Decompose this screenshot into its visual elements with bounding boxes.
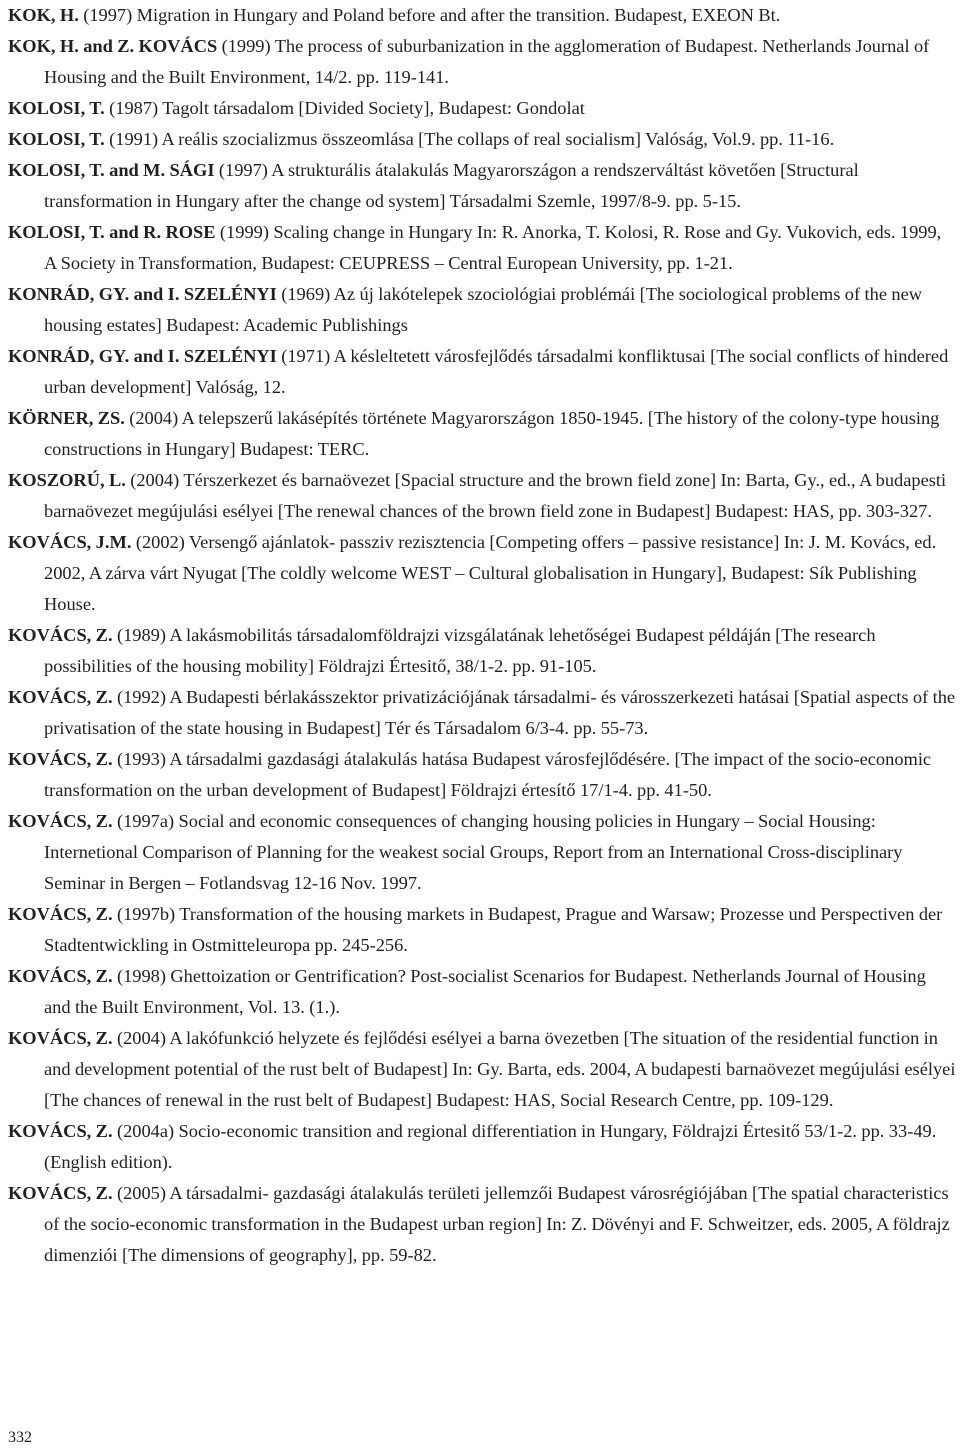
reference-text: (2004) A lakófunkció helyzete és fejlődési esélyei a barna övezetben [The situation of the residential function in and development potential of the rust belt of Budapest] In: Gy. Barta, eds. 2004, A budapesti barnaövezet megújulási esélyei [The chances of renewal in the rust belt of Budapest] Budapest: HAS, Social Research Centre, pp. 109-129. [44, 1028, 956, 1110]
reference-entry [0, 155, 960, 217]
reference-text: (1992) A Budapesti bérlakásszektor privatizációjának társadalmi- és városszerkezeti hatásai [Spatial aspects of the privatisation of the state housing in Budapest] Tér és Társadalom 6/3-4. pp. 55-73. [44, 687, 956, 738]
reference-text: (2004a) Socio-economic transition and regional differentiation in Hungary, Földrajzi Értesitő 53/1-2. pp. 33-49. (English edition). [44, 1121, 937, 1172]
reference-text: (1971) A késleltetett városfejlődés társadalmi konfliktusai [The social conflicts of hindered urban development] Valóság, 12. [44, 346, 949, 397]
reference-entry [0, 1023, 960, 1116]
reference-entry [0, 527, 960, 620]
reference-entry [0, 682, 960, 744]
reference-author: KOVÁCS, Z. [8, 1028, 113, 1048]
reference-text: (1987) Tagolt társadalom [Divided Society], Budapest: Gondolat [104, 98, 585, 118]
reference-entry [0, 341, 960, 403]
reference-entry [0, 806, 960, 899]
page-number: 332 [8, 1429, 32, 1446]
reference-author: KOVÁCS, Z. [8, 1183, 113, 1203]
reference-text: (1997) Migration in Hungary and Poland before and after the transition. Budapest, EXEON Bt. [78, 5, 781, 25]
reference-entry [0, 124, 960, 155]
reference-entry [0, 31, 960, 93]
reference-author: KOVÁCS, Z. [8, 749, 113, 769]
reference-entry [0, 279, 960, 341]
reference-entry [0, 899, 960, 961]
reference-text: (1999) Scaling change in Hungary In: R. Anorka, T. Kolosi, R. Rose and Gy. Vukovich, eds. 1999, A Society in Transformation, Budapest: CEUPRESS – Central European University, pp. 1-21. [44, 222, 942, 273]
reference-text: (1991) A reális szocializmus összeomlása [The collaps of real socialism] Valóság, Vol.9. pp. 11-16. [104, 129, 835, 149]
reference-author: KOLOSI, T. and R. ROSE [8, 222, 216, 242]
reference-entry [0, 744, 960, 806]
reference-text: (2004) A telepszerű lakásépítés története Magyarországon 1850-1945. [The history of the colony-type housing constructions in Hungary] Budapest: TERC. [44, 408, 940, 459]
reference-entry [0, 961, 960, 1023]
reference-text: (1989) A lakásmobilitás társadalomföldrajzi vizsgálatának lehetőségei Budapest példáján [The research possibilities of the housing mobility] Földrajzi Értesitő, 38/1-2. pp. 91-105. [44, 625, 876, 676]
reference-author: KOVÁCS, Z. [8, 687, 113, 707]
reference-text: (1997) A strukturális átalakulás Magyarországon a rendszerváltást követően [Structural transformation in Hungary after the change od system] Társadalmi Szemle, 1997/8-9. pp. 5-15. [44, 160, 859, 211]
reference-text: (2005) A társadalmi- gazdasági átalakulás területi jellemzői Budapest városrégiójában [The spatial characteristics of the socio-economic transformation in the Budapest urban region] In: Z. Dövényi and F. Schweitzer, eds. 2005, A földrajz dimenziói [The dimensions of geography], pp. 59-82. [44, 1183, 950, 1265]
reference-text: (1998) Ghettoization or Gentrification? Post-socialist Scenarios for Budapest. Netherlands Journal of Housing and the Built Environment, Vol. 13. (1.). [44, 966, 926, 1017]
reference-entry [0, 620, 960, 682]
reference-author: KOK, H. [8, 5, 79, 25]
reference-author: KOLOSI, T. [8, 129, 105, 149]
reference-entry [0, 1178, 960, 1271]
reference-text: (2002) Versengő ajánlatok- passziv rezisztencia [Competing offers – passive resistance] In: J. M. Kovács, ed. 2002, A zárva várt Nyugat [The coldly welcome WEST – Cultural globalisation in Hungary], Budapest: Sík Publishing House. [44, 532, 937, 614]
reference-author: KOLOSI, T. and M. SÁGI [8, 160, 215, 180]
reference-text: (2004) Térszerkezet és barnaövezet [Spacial structure and the brown field zone] In: Barta, Gy., ed., A budapesti barnaövezet megújulási esélyei [The renewal chances of the brown field zone in Budapest] Budapest: HAS, pp. 303-327. [44, 470, 947, 521]
reference-text: (1997b) Transformation of the housing markets in Budapest, Prague and Warsaw; Prozesse und Perspectiven der Stadtentwickling in Ostmitteleuropa pp. 245-256. [44, 904, 943, 955]
reference-author: KOVÁCS, Z. [8, 1121, 113, 1141]
reference-author: KOVÁCS, Z. [8, 811, 113, 831]
reference-entry [0, 217, 960, 279]
reference-author: KOVÁCS, Z. [8, 966, 113, 986]
reference-text: (1993) A társadalmi gazdasági átalakulás hatása Budapest városfejlődésére. [The impact of the socio-economic transformation on the urban development of Budapest] Földrajzi értesítő 17/1-4. pp. 41-50. [44, 749, 932, 800]
reference-entry [0, 1116, 960, 1178]
reference-author: KOVÁCS, Z. [8, 904, 113, 924]
reference-entry [0, 0, 960, 31]
reference-author: KOVÁCS, Z. [8, 625, 113, 645]
reference-text: (1997a) Social and economic consequences of changing housing policies in Hungary – Social Housing: Internetional Comparison of Planning for the weakest social Groups, Report from an International Cross-disciplinary Seminar in Bergen – Fotlandsvag 12-16 Nov. 1997. [44, 811, 903, 893]
reference-entry [0, 93, 960, 124]
reference-author: KONRÁD, GY. and I. SZELÉNYI [8, 346, 277, 366]
reference-entry [0, 403, 960, 465]
reference-text: (1969) Az új lakótelepek szociológiai problémái [The sociological problems of the new housing estates] Budapest: Academic Publishings [44, 284, 923, 335]
reference-author: KOSZORÚ, L. [8, 470, 126, 490]
reference-entry [0, 465, 960, 527]
reference-text: (1999) The process of suburbanization in the agglomeration of Budapest. Netherlands Journal of Housing and the Built Environment, 14/2. pp. 119-141. [44, 36, 930, 87]
reference-author: KOK, H. and Z. KOVÁCS [8, 36, 218, 56]
reference-author: KOVÁCS, J.M. [8, 532, 132, 552]
reference-author: KONRÁD, GY. and I. SZELÉNYI [8, 284, 277, 304]
reference-author: KOLOSI, T. [8, 98, 105, 118]
reference-author: KÖRNER, ZS. [8, 408, 125, 428]
